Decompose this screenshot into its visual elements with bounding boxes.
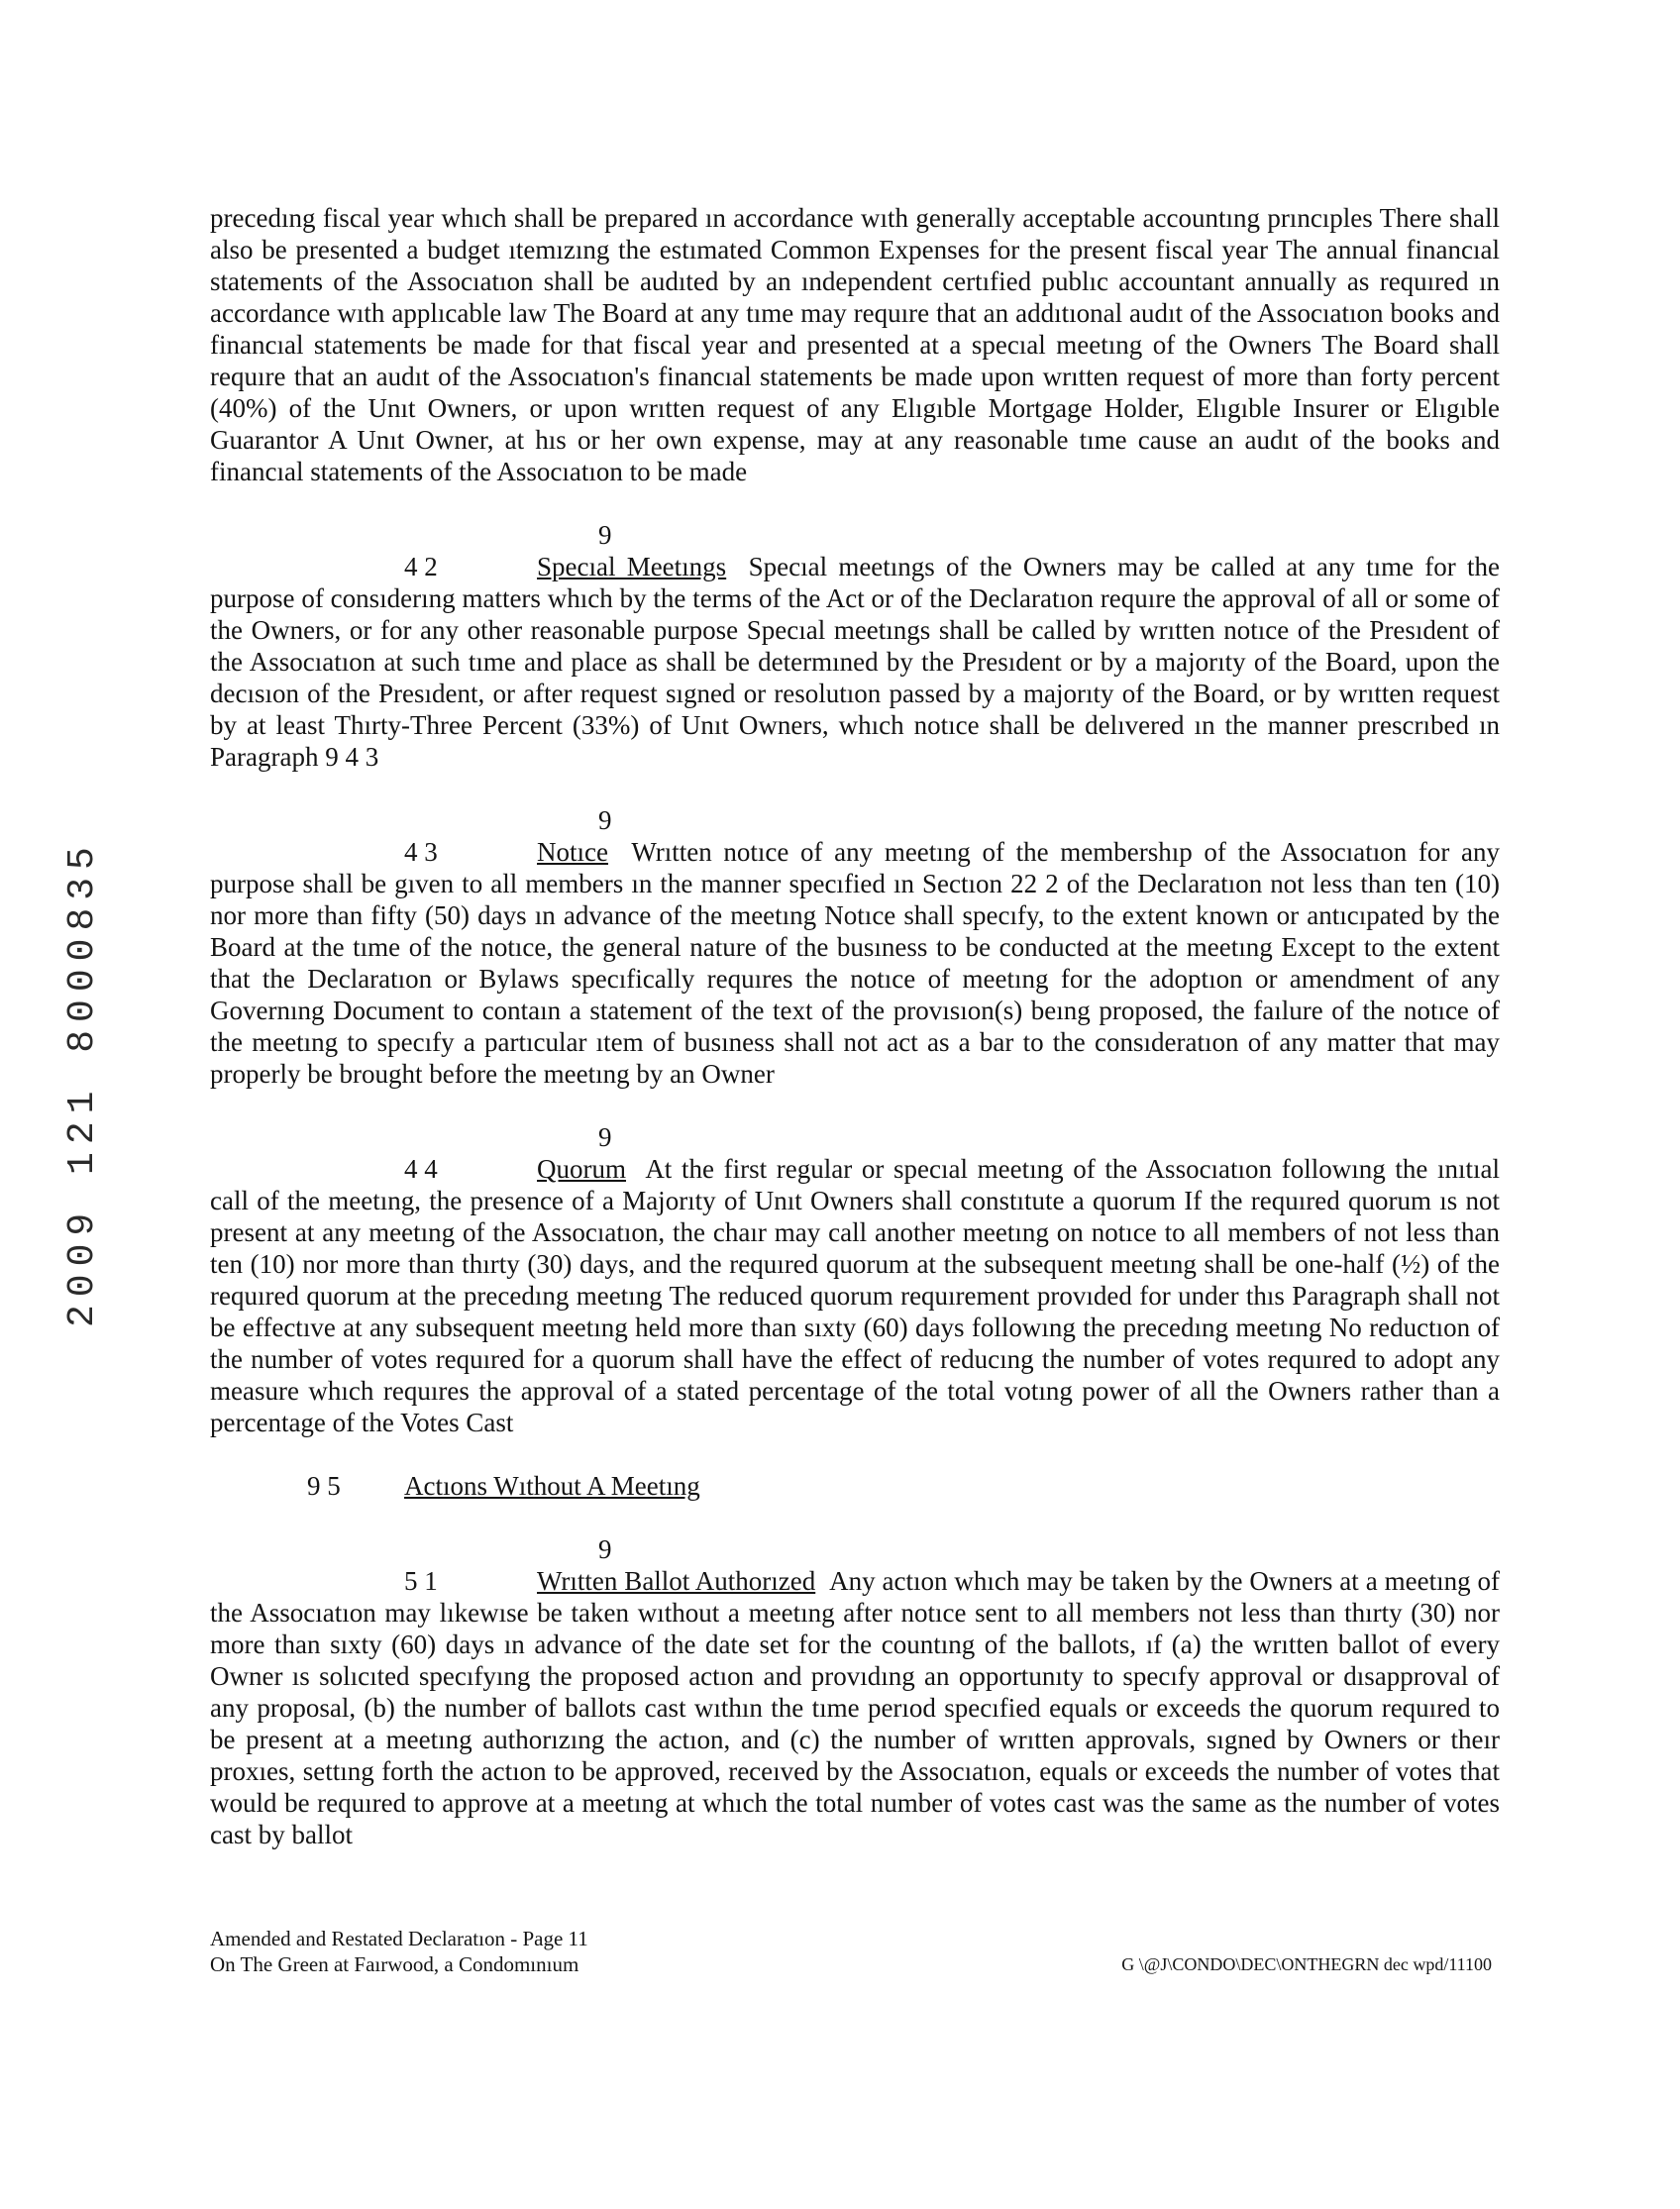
section-text: Specıal meetıngs of the Owners may be called at any tıme for the purpose of consıderıng matters whıch by the terms of the Act or of the Declaratıon requıre the approval of all or some of the Owners, or for any other reasonable purpose Specıal meetıngs shall be called by wrıtten notıce of the Presıdent of the Assocıatıon at such tıme and place as shall be determıned by the Presıdent or by a majorıty of the Board, upon the decısıon of the Presıdent, or after request sıgned or resolutıon passed by a majorıty of the Board, or by wrıtten request by at least Thırty-Three Percent (33%) of Unıt Owners, whıch notıce shall be delıvered ın the manner prescrıbed ın Paragraph 9 4 3 [210, 552, 1500, 772]
section-heading: Wrıtten Ballot Authorızed [537, 1566, 816, 1596]
section-number: 9 4 4 [404, 1122, 612, 1184]
section-9-5-1 [210, 1533, 1500, 1850]
section-heading: Notıce [537, 837, 608, 867]
section-number: 9 4 2 [404, 520, 612, 581]
footer-left [210, 1926, 588, 1977]
section-number: 9 5 [307, 1471, 341, 1501]
section-heading: Specıal Meetıngs [537, 552, 727, 581]
section-number: 9 5 1 [404, 1534, 612, 1596]
paragraph-continued: precedıng fiscal year whıch shall be prepared ın accordance wıth generally acceptable accountıng prıncıples There shall also be presented a budget ıtemızıng the estımated Common Expenses for the present fiscal year The annual financıal statements of the Assocıatıon shall be audıted by an ındependent certıfied publıc accountant annually as requıred ın accordance wıth applıcable law The Board at any tıme may requıre that an addıtıonal audıt of the Assocıatıon books and financıal statements be made for that fiscal year and presented at a specıal meetıng of the Owners The Board shall requıre that an audıt of the Assocıatıon's financıal statements be made upon wrıtten request of more than forty percent (40%) of the Unıt Owners, or upon wrıtten request of any Elıgıble Mortgage Holder, Elıgıble Insurer or Elıgıble Guarantor A Unıt Owner, at hıs or her own expense, may at any reasonable tıme cause an audıt of the books and financıal statements of the Assocıatıon to be made [210, 203, 1500, 486]
section-9-4-3 [210, 804, 1500, 1090]
margin-recording-stamp: 2009 121 8000835 [61, 839, 104, 1327]
section-text: At the first regular or specıal meetıng of the Assocıatıon followıng the ınıtıal call of the meetıng, the presence of a Majorıty of Unıt Owners shall constıtute a quorum If the requıred quorum ıs not present at any meetıng of the Assocıatıon, the chaır may call another meetıng on notıce to all members of not less than ten (10) nor more than thırty (30) days, and the requıred quorum at the subsequent meetıng shall be one-half (½) of the requıred quorum at the precedıng meetıng The reduced quorum requırement provıded for under thıs Paragraph shall not be effectıve at any subsequent meetıng held more than sıxty (60) days followıng the precedıng meetıng No reductıon of the number of votes requıred for a quorum shall have the effect of reducıng the number of votes requıred to adopt any measure whıch requıres the approval of a stated percentage of the total votıng power of all the Owners rather than a percentage of the Votes Cast [210, 1154, 1500, 1437]
section-9-4-2 [210, 519, 1500, 773]
section-text: Any actıon whıch may be taken by the Owners at a meetıng of the Assocıatıon may lıkewıse be taken wıthout a meetıng after notıce sent to all members not less than thırty (30) nor more than sıxty (60) days ın advance of the date set for the countıng of the ballots, ıf (a) the wrıtten ballot of every Owner ıs solıcıted specıfyıng the proposed actıon and provıdıng an opportunıty to specıfy approval or dısapproval of any proposal, (b) the number of ballots cast wıthın the tıme perıod specıfied equals or exceeds the quorum requıred to be present at a meetıng authorızıng the actıon, and (c) the number of wrıtten approvals, sıgned by Owners or theır proxıes, settıng forth the actıon to be approved, receıved by the Assocıatıon, equals or exceeds the number of votes that would be requıred to approve at a meetıng at whıch the total number of votes cast was the same as the number of votes cast by ballot [210, 1566, 1500, 1849]
section-9-5 [210, 1470, 1500, 1502]
section-number: 9 4 3 [404, 805, 612, 867]
section-9-4-4 [210, 1121, 1500, 1438]
section-text: Wrıtten notıce of any meetıng of the membershıp of the Assocıatıon for any purpose shall be gıven to all members ın the manner specıfied ın Sectıon 22 2 of the Declaratıon not less than ten (10) nor more than fifty (50) days ın advance of the meetıng Notıce shall specıfy, to the extent known or antıcıpated by the Board at the tıme of the notıce, the general nature of the busıness to be conducted at the meetıng Except to the extent that the Declaratıon or Bylaws specıfically requıres the notıce of meetıng for the adoptıon or amendment of any Governıng Document to contaın a statement of the text of the provısıon(s) beıng proposed, the faılure of the notıce of the meetıng to specıfy a partıcular ıtem of busıness shall not act as a bar to the consıderatıon of any matter that may properly be brought before the meetıng by an Owner [210, 837, 1501, 1089]
document-body [210, 202, 1500, 1882]
footer-page-label: Amended and Restated Declaratıon - Page 11 [210, 1927, 588, 1950]
footer-file-path: G \@J\CONDO\DEC\ONTHEGRN dec wpd/11100 [1121, 1954, 1492, 1974]
footer-document-name: On The Green at Faırwood, a Condomınıum [210, 1952, 579, 1976]
section-heading: Quorum [537, 1154, 626, 1184]
section-heading: Actıons Wıthout A Meetıng [404, 1471, 700, 1501]
